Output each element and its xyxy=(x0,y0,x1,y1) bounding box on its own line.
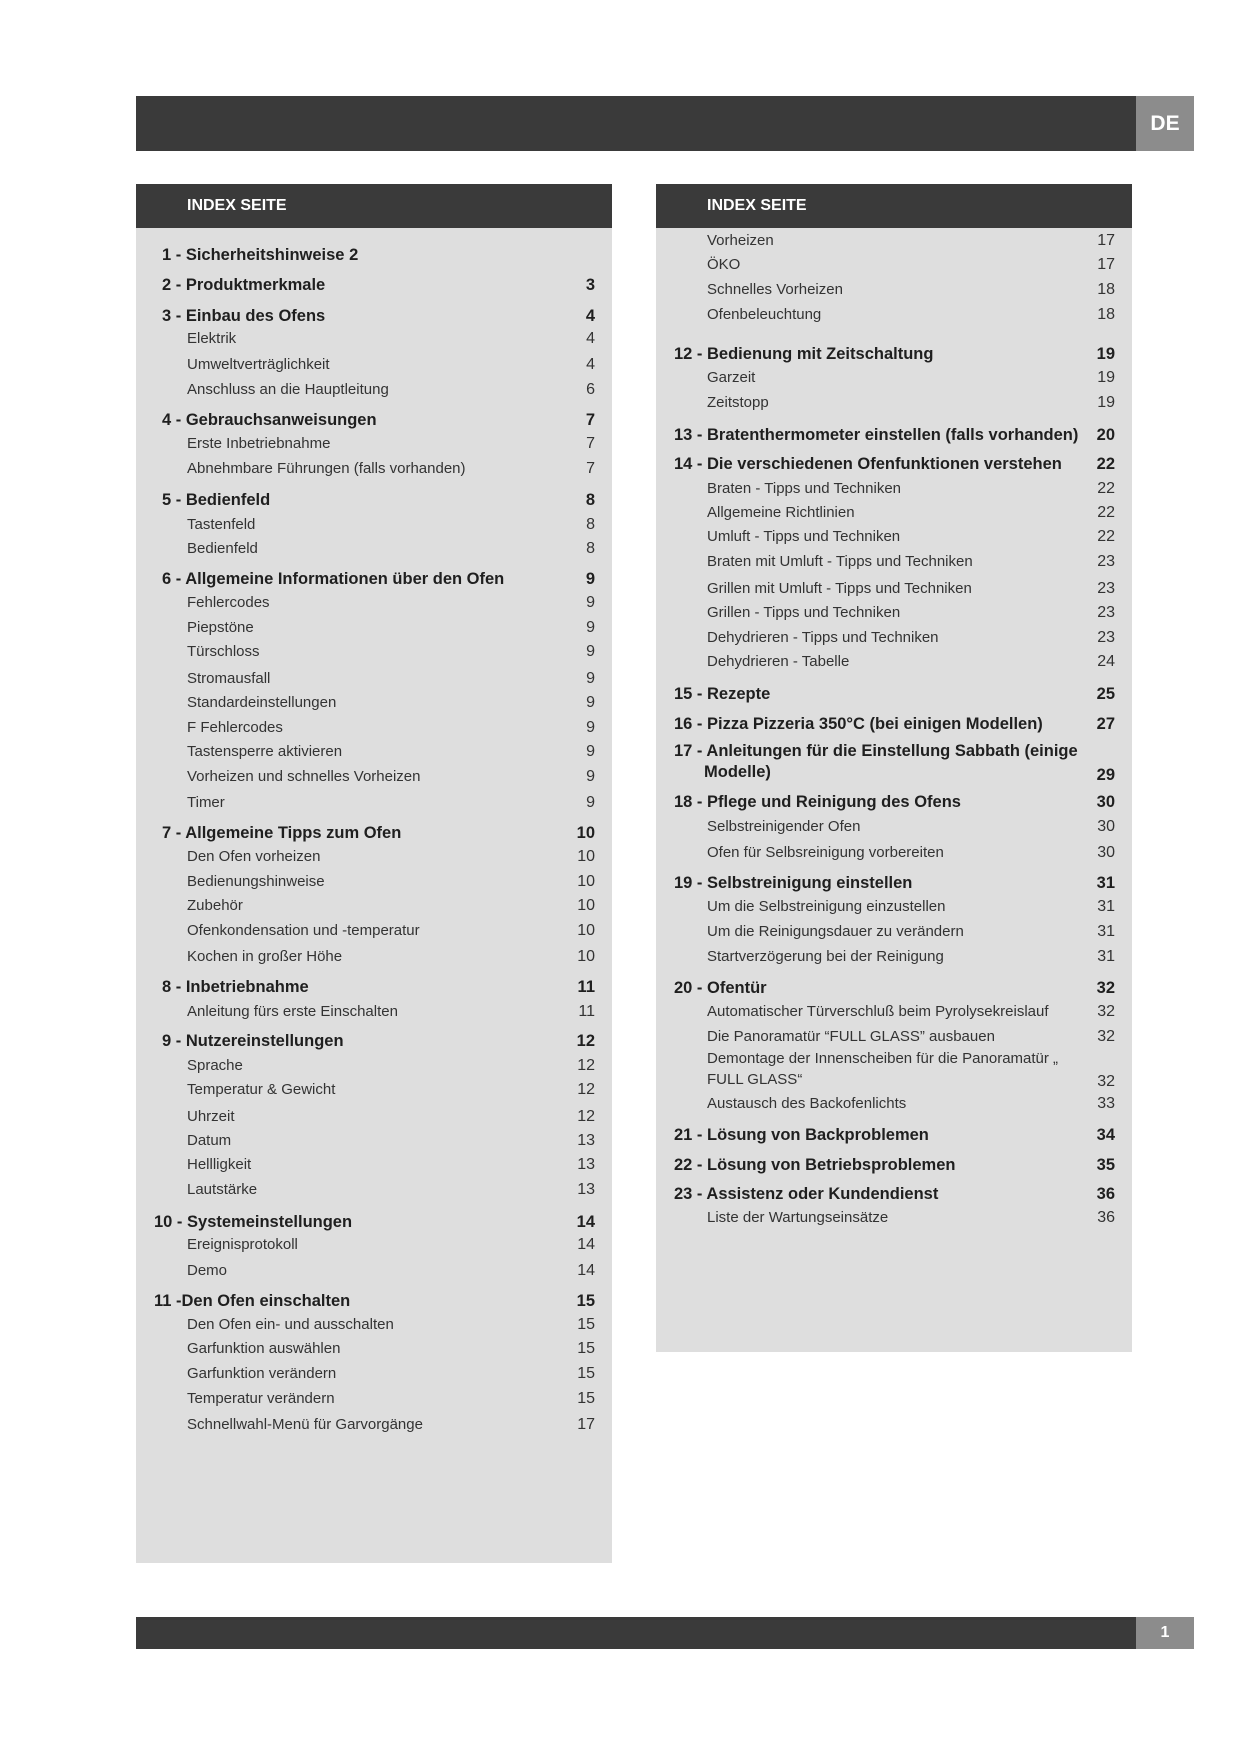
entry-page: 32 xyxy=(1097,1028,1115,1045)
entry-label: 5 - Bedienfeld xyxy=(162,491,271,509)
entry-page: 12 xyxy=(576,1032,595,1050)
index-subentry xyxy=(656,894,1132,920)
entry-page: 10 xyxy=(577,848,595,865)
entry-page: 20 xyxy=(1096,426,1115,444)
index-section xyxy=(656,789,1132,815)
index-subentry xyxy=(656,840,1132,866)
entry-label: 21 - Lösung von Backproblemen xyxy=(674,1126,929,1144)
entry-page: 14 xyxy=(577,1262,595,1279)
index-subentry xyxy=(656,302,1132,328)
entry-label: Standardeinstellungen xyxy=(187,694,337,711)
entry-page: 36 xyxy=(1097,1209,1115,1226)
entry-label: 23 - Assistenz oder Kundendienst xyxy=(674,1185,939,1203)
entry-label: Timer xyxy=(187,794,225,811)
entry-page: 13 xyxy=(577,1181,595,1198)
entry-page: 9 xyxy=(585,570,595,588)
entry-page: 14 xyxy=(577,1236,595,1253)
entry-label: 19 - Selbstreinigung einstellen xyxy=(674,874,913,892)
entry-page: 7 xyxy=(586,460,595,477)
index-subentry xyxy=(136,1128,612,1154)
index-subentry xyxy=(656,649,1132,675)
entry-label: Vorheizen xyxy=(707,232,774,249)
index-section xyxy=(136,272,612,298)
entry-label: Sprache xyxy=(187,1057,243,1074)
index-subentry xyxy=(136,1312,612,1338)
entry-label: Ofenbeleuchtung xyxy=(707,306,822,323)
entry-page: 24 xyxy=(1097,653,1115,670)
entry-label: 11 -Den Ofen einschalten xyxy=(154,1292,351,1310)
index-section xyxy=(656,451,1132,477)
index-subentry xyxy=(136,615,612,641)
entry-page: 23 xyxy=(1097,553,1115,570)
entry-page: 12 xyxy=(577,1081,595,1098)
index-subentry xyxy=(136,790,612,816)
entry-page: 15 xyxy=(576,1292,595,1310)
entry-label: 4 - Gebrauchsanweisungen xyxy=(162,411,377,429)
entry-page: 9 xyxy=(586,694,595,711)
index-subentry xyxy=(136,1152,612,1178)
entry-label: Um die Selbstreinigung einzustellen xyxy=(707,898,946,915)
entry-page: 19 xyxy=(1097,369,1115,386)
entry-page: 17 xyxy=(1097,256,1115,273)
index-subentry xyxy=(656,919,1132,945)
index-subentry xyxy=(136,764,612,790)
entry-label: Austausch des Backofenlichts xyxy=(707,1095,907,1112)
entry-label: Temperatur verändern xyxy=(187,1390,335,1407)
entry-page: 4 xyxy=(586,330,595,347)
entry-page: 19 xyxy=(1097,394,1115,411)
index-subentry xyxy=(656,814,1132,840)
entry-label: Uhrzeit xyxy=(187,1108,235,1125)
index-subentry xyxy=(656,476,1132,502)
entry-page: 30 xyxy=(1097,844,1115,861)
entry-label: Braten - Tipps und Techniken xyxy=(707,480,902,497)
index-section xyxy=(656,975,1132,1001)
entry-label: Startverzögerung bei der Reinigung xyxy=(707,948,944,965)
index-column-title: INDEX SEITE xyxy=(707,197,807,214)
index-section xyxy=(136,1288,612,1314)
index-subentry xyxy=(136,1386,612,1412)
entry-label: Zeitstopp xyxy=(707,394,769,411)
entry-page: 17 xyxy=(1097,232,1115,249)
index-subentry xyxy=(656,500,1132,526)
index-subentry xyxy=(136,456,612,482)
entry-label: Anschluss an die Hauptleitung xyxy=(187,381,389,398)
entry-page: 9 xyxy=(586,719,595,736)
entry-page: 9 xyxy=(586,670,595,687)
entry-label: 10 - Systemeinstellungen xyxy=(154,1213,353,1231)
entry-label: Demontage der Innenscheiben für die Panoramatür „ FULL GLASS“ xyxy=(707,1050,1059,1088)
index-subentry xyxy=(656,277,1132,303)
entry-label: ÖKO xyxy=(707,256,741,273)
index-subentry xyxy=(656,252,1132,278)
entry-page: 10 xyxy=(577,922,595,939)
entry-page: 22 xyxy=(1097,504,1115,521)
index-section xyxy=(136,820,612,846)
index-subentry xyxy=(136,1336,612,1362)
language-badge xyxy=(1136,96,1194,151)
index-column-header xyxy=(136,184,612,228)
index-column-left xyxy=(136,184,612,1563)
entry-label: Braten mit Umluft - Tipps und Techniken xyxy=(707,553,973,570)
entry-label: Selbstreinigender Ofen xyxy=(707,818,861,835)
index-subentry xyxy=(136,352,612,378)
entry-label: Anleitung fürs erste Einschalten xyxy=(187,1003,398,1020)
entry-label: Garfunktion auswählen xyxy=(187,1340,341,1357)
entry-page: 7 xyxy=(586,435,595,452)
index-subentry xyxy=(136,536,612,562)
entry-label: 3 - Einbau des Ofens xyxy=(162,307,326,325)
entry-label: Umweltverträglichkeit xyxy=(187,356,330,373)
entry-page: 9 xyxy=(586,594,595,611)
index-section xyxy=(656,341,1132,367)
entry-page: 15 xyxy=(577,1390,595,1407)
index-subentry xyxy=(136,739,612,765)
entry-page: 23 xyxy=(1097,629,1115,646)
entry-page: 22 xyxy=(1097,480,1115,497)
index-subentry xyxy=(656,944,1132,970)
entry-page: 18 xyxy=(1097,281,1115,298)
entry-page: 29 xyxy=(1096,766,1115,784)
entry-page: 9 xyxy=(586,743,595,760)
entry-label: 7 - Allgemeine Tipps zum Ofen xyxy=(162,824,402,842)
entry-page: 32 xyxy=(1097,1003,1115,1020)
entry-page: 12 xyxy=(577,1108,595,1125)
entry-label: Vorheizen und schnelles Vorheizen xyxy=(187,768,421,785)
entry-page: 9 xyxy=(586,643,595,660)
entry-label: Ereignisprotokoll xyxy=(187,1236,298,1253)
entry-page: 4 xyxy=(585,307,595,325)
entry-label: Zubehör xyxy=(187,897,243,914)
index-section xyxy=(656,1152,1132,1178)
index-subentry xyxy=(656,576,1132,602)
entry-label: Lautstärke xyxy=(187,1181,258,1198)
index-subentry xyxy=(656,600,1132,626)
index-subentry xyxy=(136,918,612,944)
entry-page: 10 xyxy=(577,948,595,965)
entry-label: Um die Reinigungsdauer zu verändern xyxy=(707,923,964,940)
entry-label: 18 - Pflege und Reinigung des Ofens xyxy=(674,793,961,811)
entry-label: 15 - Rezepte xyxy=(674,685,771,703)
entry-label: Liste der Wartungseinsätze xyxy=(707,1209,889,1226)
entry-label: Den Ofen ein- und ausschalten xyxy=(187,1316,394,1333)
entry-label: Datum xyxy=(187,1132,232,1149)
entry-label: F Fehlercodes xyxy=(187,719,283,736)
entry-page: 22 xyxy=(1096,455,1115,473)
index-subentry xyxy=(136,512,612,538)
index-subentry xyxy=(656,1024,1132,1050)
index-subentry xyxy=(136,1361,612,1387)
entry-label: Bedienungshinweise xyxy=(187,873,325,890)
index-column-header xyxy=(656,184,1132,228)
entry-page: 33 xyxy=(1097,1095,1115,1112)
entry-label: Tastensperre aktivieren xyxy=(187,743,343,760)
entry-page: 10 xyxy=(577,897,595,914)
entry-page: 7 xyxy=(585,411,595,429)
index-subentry xyxy=(656,228,1132,254)
index-section xyxy=(136,566,612,592)
language-label: DE xyxy=(1150,111,1180,135)
entry-page: 31 xyxy=(1097,898,1115,915)
entry-label: Die Panoramatür “FULL GLASS” ausbauen xyxy=(707,1028,995,1045)
index-section xyxy=(656,711,1132,737)
entry-label: Elektrik xyxy=(187,330,237,347)
index-subentry xyxy=(656,625,1132,651)
entry-label: Garzeit xyxy=(707,369,756,386)
index-subentry xyxy=(136,666,612,692)
entry-label: 1 - Sicherheitshinweise 2 xyxy=(162,246,359,264)
index-subentry xyxy=(136,715,612,741)
entry-label: 13 - Bratenthermometer einstellen (falls vorhanden) xyxy=(674,426,1079,444)
index-subentry xyxy=(136,326,612,352)
entry-page: 30 xyxy=(1097,818,1115,835)
index-subentry xyxy=(136,1104,612,1130)
entry-page: 13 xyxy=(577,1156,595,1173)
entry-page: 10 xyxy=(576,824,595,842)
index-section xyxy=(656,422,1132,448)
index-subentry xyxy=(136,1077,612,1103)
entry-page: 18 xyxy=(1097,306,1115,323)
index-section xyxy=(136,242,612,268)
entry-label: Dehydrieren - Tabelle xyxy=(707,653,850,670)
entry-label: Umluft - Tipps und Techniken xyxy=(707,528,901,545)
entry-label: 6 - Allgemeine Informationen über den Ofen xyxy=(162,570,505,588)
entry-page: 3 xyxy=(585,276,595,294)
entry-page: 32 xyxy=(1096,979,1115,997)
entry-label: Abnehmbare Führungen (falls vorhanden) xyxy=(187,460,466,477)
index-subentry xyxy=(136,690,612,716)
entry-page: 13 xyxy=(577,1132,595,1149)
entry-label: Erste Inbetriebnahme xyxy=(187,435,331,452)
index-subentry xyxy=(136,1177,612,1203)
entry-page: 11 xyxy=(578,1003,595,1020)
entry-label: Stromausfall xyxy=(187,670,271,687)
entry-page: 23 xyxy=(1097,580,1115,597)
entry-label: Kochen in großer Höhe xyxy=(187,948,343,965)
entry-label: Schnelles Vorheizen xyxy=(707,281,843,298)
index-section xyxy=(136,407,612,433)
entry-label: Bedienfeld xyxy=(187,540,258,557)
entry-page: 30 xyxy=(1096,793,1115,811)
index-subentry xyxy=(136,944,612,970)
entry-page: 25 xyxy=(1096,685,1115,703)
entry-page: 35 xyxy=(1096,1156,1115,1174)
page-number-badge xyxy=(1136,1617,1194,1649)
entry-page: 19 xyxy=(1096,345,1115,363)
entry-page: 15 xyxy=(577,1365,595,1382)
entry-page: 9 xyxy=(586,794,595,811)
entry-label: Grillen - Tipps und Techniken xyxy=(707,604,901,621)
index-subentry xyxy=(656,1048,1132,1095)
page-number: 1 xyxy=(1160,1624,1170,1641)
index-subentry xyxy=(136,844,612,870)
entry-label: Automatischer Türverschluß beim Pyrolysekreislauf xyxy=(707,1003,1049,1020)
index-column-right xyxy=(656,184,1132,1352)
entry-label: Ofenkondensation und -temperatur xyxy=(187,922,420,939)
entry-page: 34 xyxy=(1096,1126,1115,1144)
index-subentry xyxy=(656,365,1132,391)
index-subentry xyxy=(656,524,1132,550)
entry-page: 23 xyxy=(1097,604,1115,621)
entry-page: 8 xyxy=(586,516,595,533)
entry-label: Ofen für Selbsreinigung vorbereiten xyxy=(707,844,944,861)
entry-label: Schnellwahl-Menü für Garvorgänge xyxy=(187,1416,423,1433)
index-subentry xyxy=(136,431,612,457)
entry-page: 27 xyxy=(1096,715,1115,733)
entry-page: 8 xyxy=(585,491,595,509)
entry-page: 15 xyxy=(577,1340,595,1357)
entry-label: Piepstöne xyxy=(187,619,254,636)
index-section xyxy=(656,1181,1132,1207)
entry-label: 20 - Ofentür xyxy=(674,979,767,997)
index-subentry xyxy=(136,869,612,895)
index-section xyxy=(136,974,612,1000)
entry-label: 8 - Inbetriebnahme xyxy=(162,978,309,996)
entry-page: 36 xyxy=(1096,1185,1115,1203)
entry-label: Grillen mit Umluft - Tipps und Techniken xyxy=(707,580,972,597)
entry-page: 32 xyxy=(1097,1073,1115,1090)
entry-label: 2 - Produktmerkmale xyxy=(162,276,326,294)
entry-page: 12 xyxy=(577,1057,595,1074)
index-section xyxy=(656,870,1132,896)
index-subentry xyxy=(136,1232,612,1258)
entry-label: Fehlercodes xyxy=(187,594,270,611)
entry-page: 17 xyxy=(577,1416,595,1433)
header-bar xyxy=(136,96,1136,151)
index-subentry xyxy=(136,999,612,1025)
entry-page: 31 xyxy=(1097,948,1115,965)
index-subentry xyxy=(136,1412,612,1438)
index-subentry xyxy=(136,1053,612,1079)
index-subentry xyxy=(656,1205,1132,1231)
index-subentry xyxy=(136,893,612,919)
entry-page: 8 xyxy=(586,540,595,557)
entry-page: 22 xyxy=(1097,528,1115,545)
entry-page: 14 xyxy=(576,1213,595,1231)
entry-label: Tastenfeld xyxy=(187,516,256,533)
entry-label: Türschloss xyxy=(187,643,260,660)
entry-page: 31 xyxy=(1096,874,1115,892)
index-subentry xyxy=(656,390,1132,416)
index-subentry xyxy=(656,1091,1132,1117)
index-subentry xyxy=(656,549,1132,575)
entry-page: 11 xyxy=(577,978,595,996)
entry-label: Allgemeine Richtlinien xyxy=(707,504,855,521)
entry-label: Temperatur & Gewicht xyxy=(187,1081,336,1098)
entry-label: 12 - Bedienung mit Zeitschaltung xyxy=(674,345,934,363)
footer-bar xyxy=(136,1617,1136,1649)
index-section xyxy=(656,681,1132,707)
entry-page: 31 xyxy=(1097,923,1115,940)
index-section xyxy=(656,741,1132,788)
index-column-title: INDEX SEITE xyxy=(187,197,287,214)
index-subentry xyxy=(136,639,612,665)
entry-label: Demo xyxy=(187,1262,228,1279)
index-subentry xyxy=(656,999,1132,1025)
entry-page: 15 xyxy=(577,1316,595,1333)
index-section xyxy=(136,1028,612,1054)
entry-page: 10 xyxy=(577,873,595,890)
entry-page: 9 xyxy=(586,768,595,785)
entry-label: 14 - Die verschiedenen Ofenfunktionen verstehen xyxy=(674,455,1062,473)
entry-label: 17 - Anleitungen für die Einstellung Sabbath (einige Modelle) xyxy=(674,742,1078,781)
entry-label: Garfunktion verändern xyxy=(187,1365,337,1382)
entry-label: Dehydrieren - Tipps und Techniken xyxy=(707,629,939,646)
entry-page: 9 xyxy=(586,619,595,636)
index-subentry xyxy=(136,377,612,403)
index-section xyxy=(656,1122,1132,1148)
entry-label: 16 - Pizza Pizzeria 350°C (bei einigen Modellen) xyxy=(674,715,1043,733)
entry-label: Hellligkeit xyxy=(187,1156,252,1173)
index-subentry xyxy=(136,590,612,616)
index-subentry xyxy=(136,1258,612,1284)
entry-label: 9 - Nutzereinstellungen xyxy=(162,1032,344,1050)
index-section xyxy=(136,487,612,513)
entry-page: 6 xyxy=(586,381,595,398)
entry-label: Den Ofen vorheizen xyxy=(187,848,321,865)
entry-page: 4 xyxy=(586,356,595,373)
entry-label: 22 - Lösung von Betriebsproblemen xyxy=(674,1156,956,1174)
